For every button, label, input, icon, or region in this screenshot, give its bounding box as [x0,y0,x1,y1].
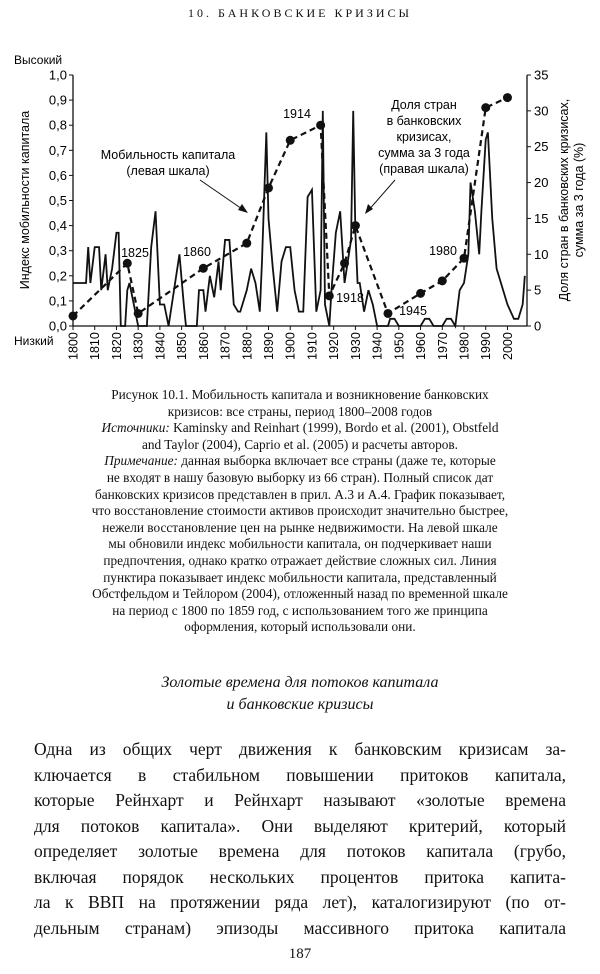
body-line: определяет золотые времена для потоков капитала (грубо, [34,841,566,861]
x-tick-label: 1940 [370,332,385,360]
note-line: предпочтения, однако кратко отражает действие сложных сил. Линия [103,552,497,568]
body-line: Одна из общих черт движения к банковским кризисам за- [34,739,566,759]
crisis-share-line [73,111,525,326]
x-tick-label: 1880 [240,332,255,360]
capital-mobility-point [460,254,469,263]
left-tick-label: 0,9 [48,92,67,108]
figure-caption [40,387,560,636]
capital-mobility-point [286,136,295,145]
caption-note [40,453,560,470]
year-label-1825: 1825 [121,246,149,260]
x-tick-label: 1950 [392,332,407,360]
year-label-1918: 1918 [336,291,364,305]
right-tick-label: 10 [534,246,549,262]
capital-mobility-point [351,221,360,230]
sources-text-1: Kaminsky and Reinhart (1999), Bordo et al. (2001), Obstfeld [169,420,499,436]
capital-mobility-point [438,276,447,285]
x-tick-label: 1860 [196,332,211,360]
right-axis-label-2: сумма за 3 года (%) [572,142,586,258]
x-tick-label: 1970 [435,332,450,360]
left-axis-bottom-label: Низкий [14,334,54,348]
caption-title-2: кризисов: все страны, период 1800–2008 годов [167,403,433,419]
capital-mobility-point [503,93,512,102]
body-line: ла к ВВП на протяжении ряда лет), каталогизируют (по от- [34,892,566,912]
capital-mobility-point [481,103,490,112]
capital-mobility-point [325,291,334,300]
note-line: что восстановление стоимости активов происходит значительно быстрее, [91,503,509,519]
x-tick-label: 1920 [327,332,342,360]
x-tick-label: 1890 [262,332,277,360]
body-line: дельным странам) эпизоды массивного притока капитала [34,917,566,938]
section-title-line: и банковские кризисы [226,696,374,713]
note-line: нежели восстановление цен на рынке недвижимости. На левой шкале [102,519,498,535]
capital-mobility-point [134,309,143,318]
note-line: данная выборка включает все страны (даже те, которые [177,453,496,469]
right-tick-label: 20 [534,175,549,191]
note-line: пунктира показывает индекс мобильности капитала, представленный [103,569,497,585]
arrowhead-crisis [365,204,373,214]
x-tick-label: 1870 [218,332,233,360]
annotation-mobility-1: Мобильность капитала [100,148,236,162]
left-axis-label: Индекс мобильности капитала [18,110,32,290]
right-tick-label: 5 [534,282,542,298]
right-tick-label: 30 [534,103,549,119]
right-tick-label: 25 [534,139,549,155]
note-line: Обстфельдом и Тейлором (2004), отложенный назад по временной шкале [92,586,508,602]
left-tick-label: 0,0 [48,318,67,334]
caption-title-1: Рисунок 10.1. Мобильность капитала и возникновение банковских [111,387,489,402]
x-tick-label: 1820 [109,332,124,360]
year-label-1860: 1860 [183,245,211,259]
capital-mobility-point [264,183,273,192]
note-line: оформления, который использовали они. [184,619,416,635]
note-line: не входят в нашу базовую выборку из 66 стран). Полный список дат [106,469,494,485]
chart [0,0,600,385]
left-tick-label: 1,0 [48,67,67,83]
left-tick-label: 0,1 [48,293,67,309]
left-tick-label: 0,3 [48,243,67,259]
page-number: 187 [288,946,312,962]
left-tick-label: 0,4 [48,218,67,234]
annotation-crisis-4: сумма за 3 года [378,146,470,160]
left-axis-top-label: Высокий [14,53,63,67]
note-label: Примечание: [104,453,178,469]
x-tick-label: 1980 [457,332,472,360]
section-title [0,672,600,716]
note-line: мы обновили индекс мобильности капитала, он подчеркивает наши [108,536,492,552]
x-tick-label: 1900 [283,332,298,360]
left-tick-label: 0,7 [48,142,67,158]
section-title-line: Золотые времена для потоков капитала [161,674,439,691]
note-line: на период с 1800 по 1859 год, с использованием того же принципа [112,602,488,618]
body-text [34,737,566,941]
annotation-crisis-5: (правая шкала) [379,162,469,176]
year-label-1980: 1980 [429,244,457,258]
right-tick-label: 15 [534,210,549,226]
x-tick-label: 1910 [305,332,320,360]
right-axis-label-1: Доля стран в банковских кризисах, [557,98,571,302]
caption-sources-2: and Taylor (2004), Caprio et al. (2005) и расчеты авторов. [142,436,458,452]
capital-mobility-point [242,239,251,248]
x-tick-label: 2000 [500,332,515,360]
sources-label: Источники: [101,420,170,436]
year-label-1945: 1945 [399,304,427,318]
x-tick-label: 1800 [66,332,81,360]
x-tick-label: 1990 [479,332,494,360]
body-line: для потоков капитала». Они выделяют критерий, который [34,815,566,836]
left-tick-label: 0,5 [48,193,67,208]
annotation-crisis-3: кризисах, [396,130,452,144]
capital-mobility-point [340,259,349,268]
arrowhead-mobility [238,204,248,213]
annotation-crisis-2: в банковских [386,114,462,128]
annotation-crisis-1: Доля стран [391,98,457,112]
capital-mobility-point [383,309,392,318]
right-tick-label: 0 [534,318,542,334]
caption-sources [40,420,560,437]
x-tick-label: 1830 [131,332,146,360]
capital-mobility-point [316,121,325,130]
capital-mobility-point [199,264,208,273]
running-head: 10. БАНКОВСКИЕ КРИЗИСЫ [188,6,412,20]
annotation-mobility-2: (левая шкала) [126,164,210,178]
annotation-arrow-mobility [200,180,245,211]
left-tick-label: 0,8 [48,117,67,133]
x-tick-label: 1960 [414,332,429,360]
body-line: которые Рейнхарт и Рейнхарт называют «золотые времена [34,790,566,810]
body-line: включая порядок нескольких процентов притока капита- [34,866,566,887]
body-line: ключается в стабильном повышении притоков капитала, [34,764,566,785]
x-tick-label: 1850 [175,332,190,360]
left-tick-label: 0,6 [48,167,67,183]
capital-mobility-point [123,259,132,268]
annotation-arrow-crisis [367,180,395,212]
year-label-1914: 1914 [283,107,311,121]
capital-mobility-point [416,289,425,298]
x-tick-label: 1930 [348,332,363,360]
note-line: банковских кризисов представлен в прил. А.3 и А.4. График показывает, [94,486,506,502]
x-tick-label: 1840 [153,332,168,360]
left-tick-label: 0,2 [48,268,67,284]
x-tick-label: 1810 [88,332,103,360]
right-tick-label: 35 [534,67,549,83]
